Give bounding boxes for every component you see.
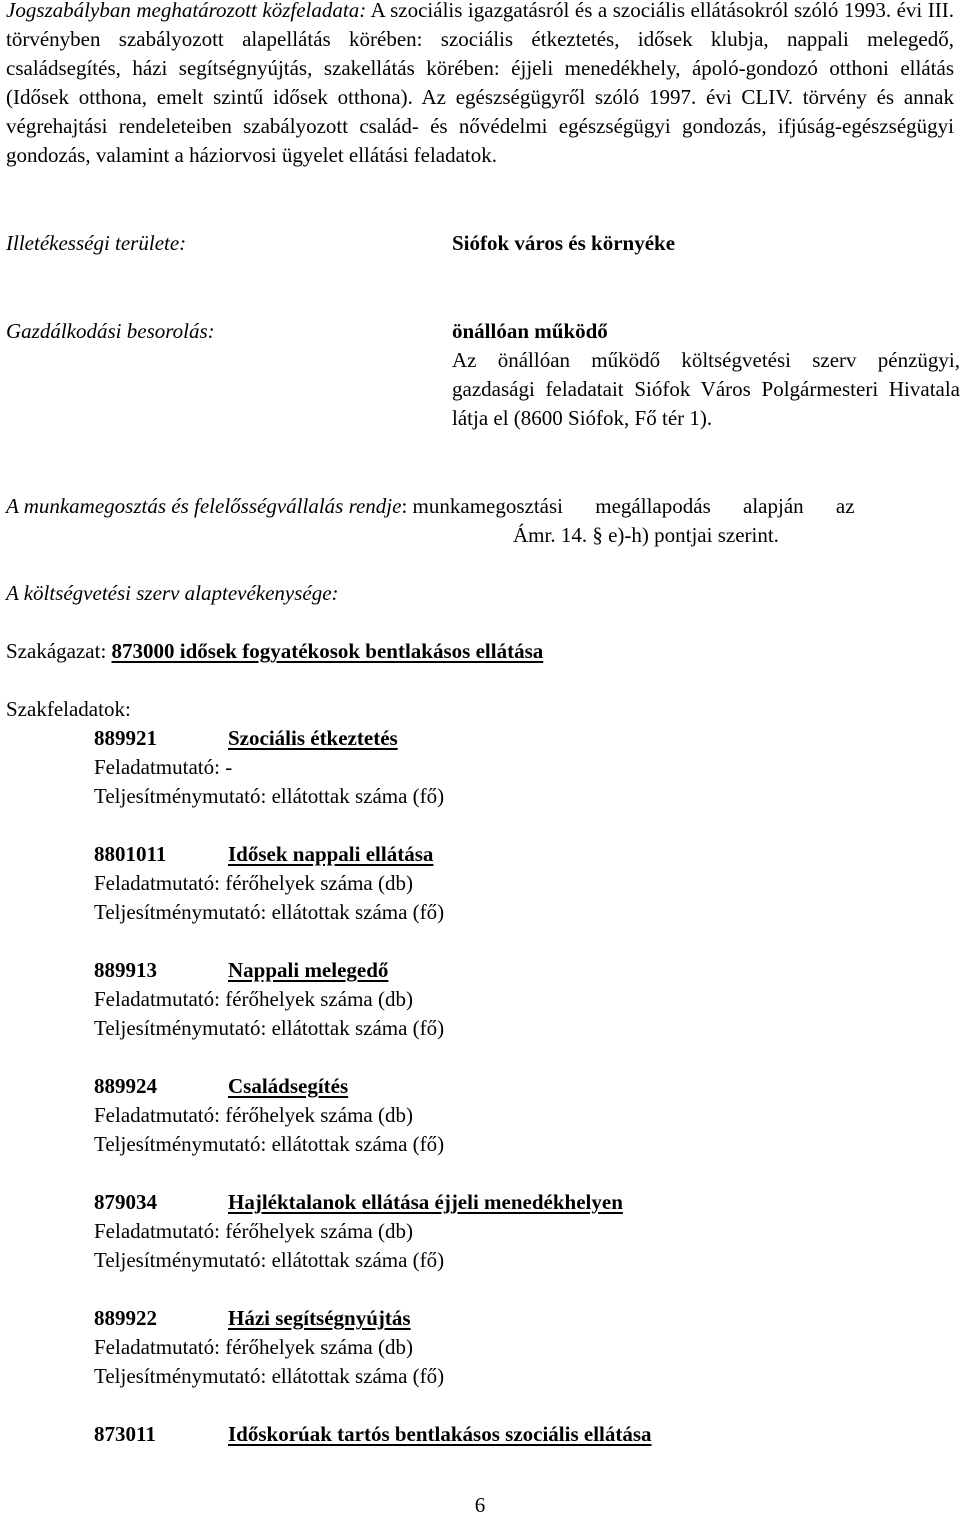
task-indicator: Feladatmutató: férőhelyek száma (db)	[94, 987, 413, 1011]
jurisdiction-value: Siófok város és környéke	[452, 231, 676, 255]
sector-value: 873000 idősek fogyatékosok bentlakásos ellátása	[111, 639, 544, 663]
task-indicator: Feladatmutató: férőhelyek száma (db)	[94, 1103, 413, 1127]
task-code: 889922	[94, 1306, 157, 1330]
task-item	[94, 1420, 954, 1449]
task-name: Időskorúak tartós bentlakásos szociális ellátása	[228, 1422, 652, 1446]
task-performance: Teljesítménymutató: ellátottak száma (fő)	[94, 1364, 445, 1388]
task-item	[94, 1188, 954, 1275]
task-code: 889913	[94, 958, 157, 982]
task-name: Házi segítségnyújtás	[228, 1306, 411, 1330]
task-indicator: Feladatmutató: férőhelyek száma (db)	[94, 1335, 413, 1359]
management-label: Gazdálkodási besorolás:	[6, 319, 215, 343]
task-performance: Teljesítménymutató: ellátottak száma (fő)	[94, 784, 445, 808]
task-performance: Teljesítménymutató: ellátottak száma (fő)	[94, 1016, 445, 1040]
task-name: Családsegítés	[228, 1074, 349, 1098]
page-number: 6	[474, 1493, 486, 1517]
task-indicator: Feladatmutató: férőhelyek száma (db)	[94, 871, 413, 895]
task-code: 873011	[94, 1422, 156, 1446]
task-performance: Teljesítménymutató: ellátottak száma (fő)	[94, 900, 445, 924]
task-performance: Teljesítménymutató: ellátottak száma (fő)	[94, 1248, 445, 1272]
core-activity-label: A költségvetési szerv alaptevékenysége:	[6, 581, 339, 605]
public-task-text: A szociális igazgatásról és a szociális ellátásokról szóló 1993. évi III. törvényben szabályozott alapellátás körében: szociális étkeztetés, idősek klubja, nappali melegedő, családsegítés, házi segítségnyújtás, szakellátás körében: éjjeli menedékhely, ápoló-gondozó otthoni ellátás (Idősek otthona, emelt szintű idősek otthona). Az egészségügyről szóló 1997. évi CLIV. törvény és annak végrehajtási rendeleteiben szabályozott család- és nővédelmi egészségügyi gondozás, ifjúság-egészségügyi gondozás, valamint a háziorvosi ügyelet ellátási feladatok.	[6, 0, 955, 167]
task-item	[94, 724, 954, 811]
management-description: Az önállóan működő költségvetési szerv pénzügyi, gazdasági feladatait Siófok Város Polgármesteri Hivatala látja el (8600 Siófok, Fő tér 1).	[452, 348, 960, 430]
task-name: Idősek nappali ellátása	[228, 842, 434, 866]
division-text-continued: Ámr. 14. § e)-h) pontjai szerint.	[513, 523, 779, 547]
task-item	[94, 840, 954, 927]
division-text: munkamegosztási megállapodás alapján az	[412, 494, 855, 518]
tasks-label: Szakfeladatok:	[6, 697, 131, 721]
task-code: 879034	[94, 1190, 157, 1214]
task-name: Nappali melegedő	[228, 958, 389, 982]
task-indicator: Feladatmutató: -	[94, 755, 233, 779]
sector-label: Szakágazat:	[6, 639, 107, 663]
task-name: Szociális étkeztetés	[228, 726, 398, 750]
management-value	[452, 317, 960, 433]
task-code: 8801011	[94, 842, 167, 866]
task-name: Hajléktalanok ellátása éjjeli menedékhelyen	[228, 1190, 623, 1214]
division-colon: :	[401, 494, 408, 518]
division-label: A munkamegosztás és felelősségvállalás rendje	[6, 494, 402, 518]
jurisdiction-label: Illetékességi területe:	[6, 231, 187, 255]
sector-line	[6, 637, 543, 666]
task-item	[94, 1304, 954, 1391]
task-indicator: Feladatmutató: férőhelyek száma (db)	[94, 1219, 413, 1243]
division-line	[6, 492, 855, 521]
task-item	[94, 1072, 954, 1159]
task-performance: Teljesítménymutató: ellátottak száma (fő)	[94, 1132, 445, 1156]
public-task-paragraph	[6, 0, 954, 170]
public-task-label: Jogszabályban meghatározott közfeladata:	[6, 0, 367, 22]
task-code: 889921	[94, 726, 157, 750]
task-code: 889924	[94, 1074, 157, 1098]
task-item	[94, 956, 954, 1043]
management-type: önállóan működő	[452, 319, 608, 343]
